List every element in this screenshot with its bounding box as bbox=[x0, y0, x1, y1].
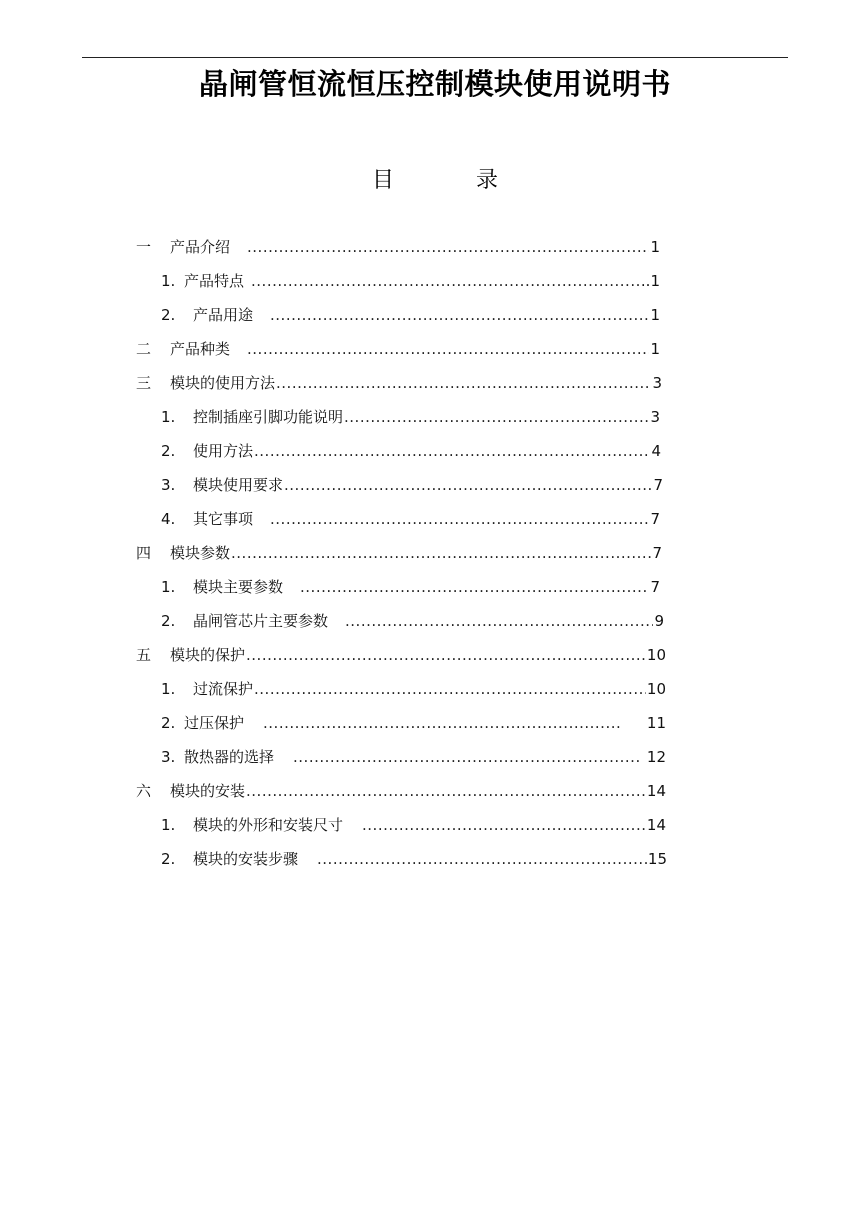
toc-entry[interactable] bbox=[136, 536, 662, 570]
toc-entry-page: 4 bbox=[651, 442, 661, 460]
toc-entry-page: 9 bbox=[654, 612, 664, 630]
toc-entry-page: 15 bbox=[647, 850, 667, 868]
toc-leader bbox=[362, 808, 646, 842]
toc-entry[interactable] bbox=[136, 332, 660, 366]
toc-entry-number: 六 bbox=[136, 782, 152, 800]
toc-entry[interactable] bbox=[161, 502, 660, 536]
toc-leader bbox=[345, 604, 653, 638]
toc-leader bbox=[246, 638, 646, 672]
toc-leader bbox=[293, 740, 641, 774]
toc-entry-number: 2. bbox=[161, 442, 176, 460]
toc-leader bbox=[276, 366, 651, 400]
toc-entry[interactable] bbox=[136, 366, 662, 400]
toc-entry[interactable] bbox=[161, 808, 666, 842]
toc-leader bbox=[251, 264, 640, 298]
toc-entry-number: 1. bbox=[161, 578, 176, 596]
toc-entry[interactable] bbox=[136, 774, 666, 808]
toc-entry-page: 14 bbox=[646, 816, 666, 834]
toc-entry-number: 2. bbox=[161, 850, 176, 868]
toc-entry-page: 10 bbox=[646, 680, 666, 698]
toc-entry-label: 模块的安装步骤 bbox=[193, 850, 299, 868]
toc-entry-label: 过压保护 bbox=[184, 714, 245, 732]
toc-entry[interactable] bbox=[161, 570, 660, 604]
toc-entry-number: 4. bbox=[161, 510, 176, 528]
header-rule bbox=[82, 57, 788, 58]
toc-entry-label: 产品特点 bbox=[184, 272, 245, 290]
toc-entry[interactable] bbox=[161, 740, 666, 774]
toc-entry-page: 7 bbox=[652, 544, 662, 562]
toc-entry-page: 7 bbox=[650, 578, 660, 596]
toc-leader bbox=[254, 672, 646, 706]
toc-entry-number: 三 bbox=[136, 374, 152, 392]
toc-entry-page: 3 bbox=[652, 374, 662, 392]
toc-entry[interactable] bbox=[161, 400, 660, 434]
toc-entry-number: 五 bbox=[136, 646, 152, 664]
toc-entry-number: 1. bbox=[161, 816, 176, 834]
toc-leader bbox=[254, 434, 650, 468]
toc-entry-page: 10 bbox=[646, 646, 666, 664]
toc-entry-number: 3. bbox=[161, 748, 176, 766]
toc-entry-label: 模块使用要求 bbox=[193, 476, 284, 494]
toc-entry[interactable] bbox=[161, 434, 661, 468]
toc-leader bbox=[263, 706, 621, 740]
toc-entry[interactable] bbox=[136, 230, 660, 264]
toc-entry[interactable] bbox=[161, 842, 667, 876]
toc-entry[interactable] bbox=[161, 604, 664, 638]
toc-entry-number: 3. bbox=[161, 476, 176, 494]
toc-entry-number: 1. bbox=[161, 680, 176, 698]
toc-entry-page: 7 bbox=[653, 476, 663, 494]
toc-entry-label: 过流保护 bbox=[193, 680, 254, 698]
toc-entry[interactable] bbox=[161, 468, 663, 502]
toc-leader bbox=[344, 400, 649, 434]
toc-entry-number: 2. bbox=[161, 612, 176, 630]
toc-entry[interactable] bbox=[136, 638, 666, 672]
toc-entry-number: 2. bbox=[161, 306, 176, 324]
toc-entry-label: 模块的保护 bbox=[170, 646, 246, 664]
toc-entry-number: 1. bbox=[161, 408, 176, 426]
toc-entry[interactable] bbox=[161, 264, 660, 298]
toc-entry[interactable] bbox=[161, 706, 666, 740]
toc-heading-left: 目 bbox=[372, 168, 395, 193]
toc-entry[interactable] bbox=[161, 298, 660, 332]
toc-leader bbox=[270, 298, 649, 332]
document-title: 晶闸管恒流恒压控制模块使用说明书 bbox=[198, 67, 671, 101]
toc-heading-right: 录 bbox=[476, 168, 499, 193]
toc-entry[interactable] bbox=[161, 672, 666, 706]
toc-entry-label: 晶闸管芯片主要参数 bbox=[193, 612, 329, 630]
toc-entry-label: 模块的安装 bbox=[170, 782, 246, 800]
toc-entry-number: 四 bbox=[136, 544, 152, 562]
toc-leader bbox=[247, 230, 649, 264]
toc-entry-number: 1. bbox=[161, 272, 176, 290]
toc-entry-page: 1 bbox=[650, 306, 660, 324]
toc-entry-page: ..1 bbox=[640, 272, 660, 290]
toc-leader bbox=[231, 536, 651, 570]
toc-entry-label: 散热器的选择 bbox=[184, 748, 275, 766]
toc-entry-label: 产品种类 bbox=[170, 340, 231, 358]
toc-entry-label: 模块参数 bbox=[170, 544, 231, 562]
toc-leader bbox=[247, 332, 649, 366]
toc-leader bbox=[284, 468, 652, 502]
toc-entry-page: 11 bbox=[646, 714, 666, 732]
toc-leader bbox=[246, 774, 646, 808]
toc-entry-label: 模块的使用方法 bbox=[170, 374, 276, 392]
toc-entry-label: 控制插座引脚功能说明 bbox=[193, 408, 344, 426]
toc-entry-label: 产品用途 bbox=[193, 306, 254, 324]
toc-heading bbox=[0, 165, 868, 197]
toc-entry-page: 12 bbox=[646, 748, 666, 766]
toc-leader bbox=[317, 842, 647, 876]
toc-entry-label: 产品介绍 bbox=[170, 238, 231, 256]
toc-entry-label: 其它事项 bbox=[193, 510, 254, 528]
toc-entry-page: 14 bbox=[646, 782, 666, 800]
toc-entry-label: 使用方法 bbox=[193, 442, 254, 460]
toc-entry-number: 一 bbox=[136, 238, 152, 256]
toc-leader bbox=[300, 570, 649, 604]
toc-entry-page: 1 bbox=[650, 340, 660, 358]
toc-entry-label: 模块的外形和安装尺寸 bbox=[193, 816, 344, 834]
toc-entry-page: 3 bbox=[650, 408, 660, 426]
toc-entry-label: 模块主要参数 bbox=[193, 578, 284, 596]
toc-entry-page: 7 bbox=[650, 510, 660, 528]
toc-entry-number: 二 bbox=[136, 340, 152, 358]
toc-entry-page: 1 bbox=[650, 238, 660, 256]
toc-entry-number: 2. bbox=[161, 714, 176, 732]
toc-leader bbox=[270, 502, 649, 536]
